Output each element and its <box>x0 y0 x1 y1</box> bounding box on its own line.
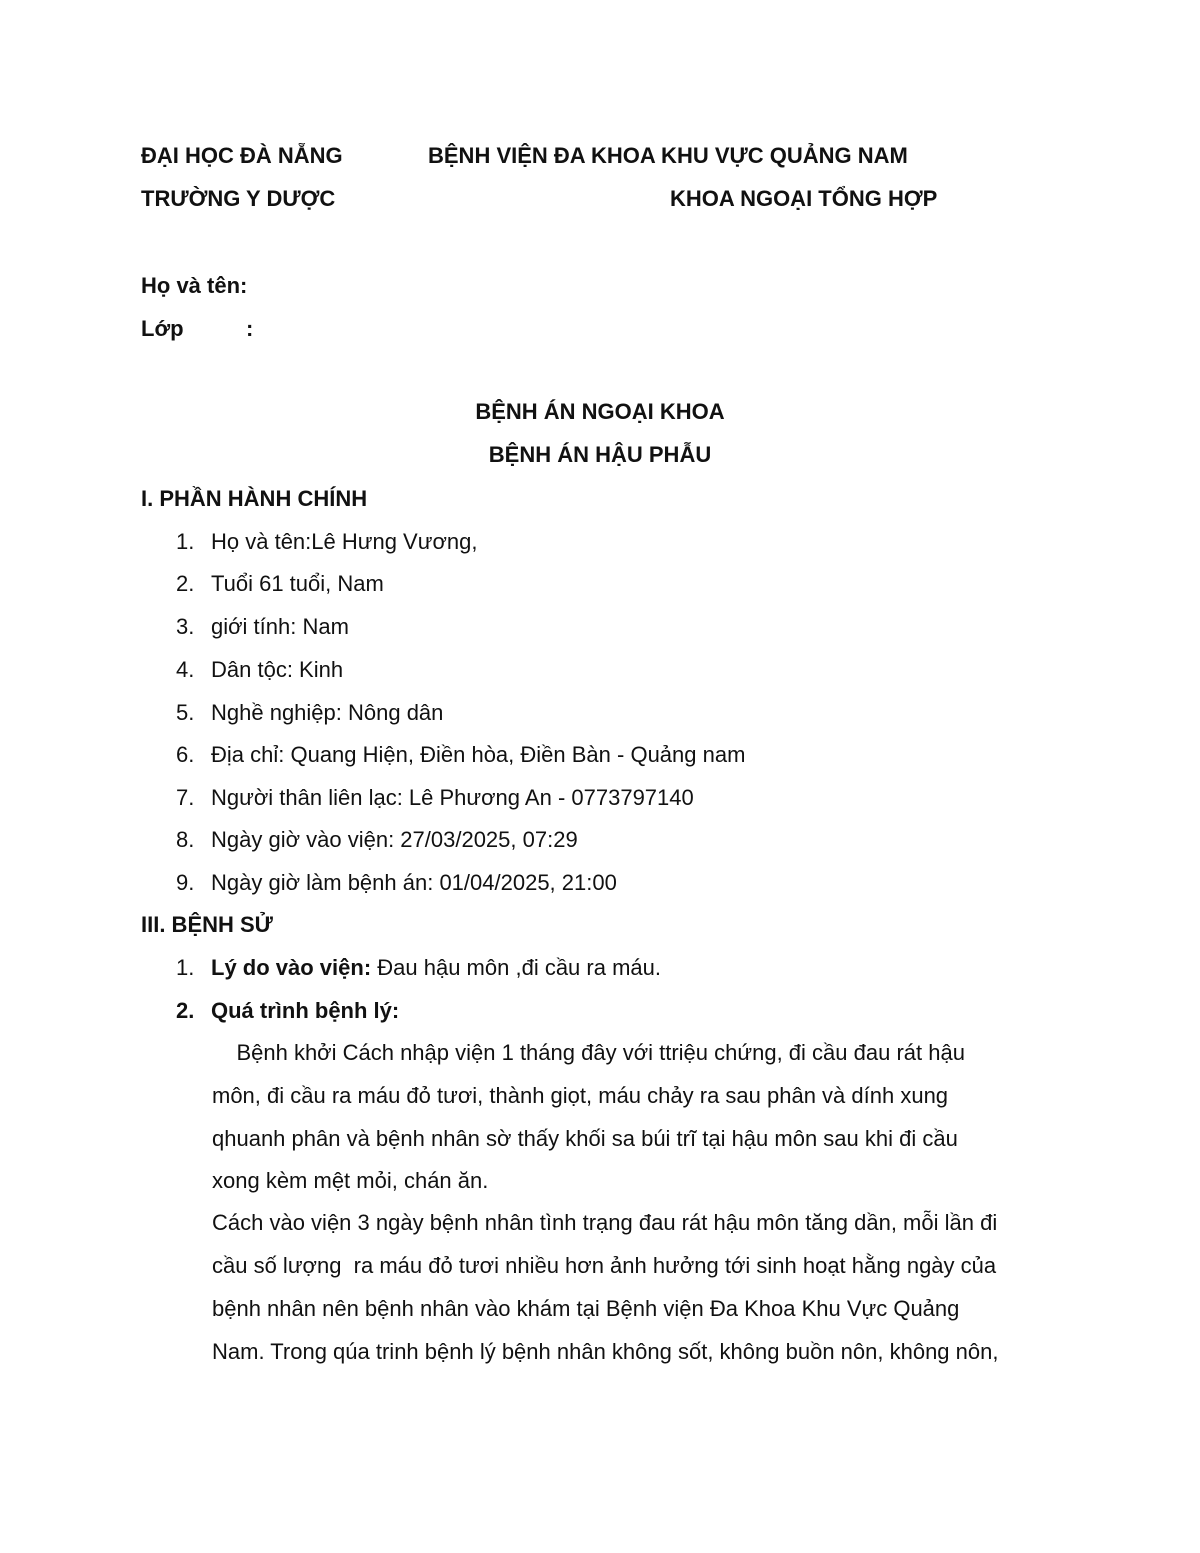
list-item <box>176 870 617 896</box>
school-name: TRƯỜNG Y DƯỢC <box>141 186 336 211</box>
list-item <box>176 614 349 640</box>
list-item <box>176 785 694 811</box>
paragraph-line: bệnh nhân nên bệnh nhân vào khám tại Bệnh viện Đa Khoa Khu Vực Quảng <box>212 1296 960 1321</box>
paragraph-line: xong kèm mệt mỏi, chán ăn. <box>212 1168 489 1193</box>
process-label: Quá trình bệnh lý: <box>211 998 400 1023</box>
document-title: BỆNH ÁN NGOẠI KHOA <box>475 399 725 424</box>
list-number: 5. <box>176 700 195 725</box>
list-number: 2. <box>176 571 195 596</box>
list-number: 3. <box>176 614 195 639</box>
list-number: 2. <box>176 998 195 1023</box>
reason-label: Lý do vào viện: <box>211 955 372 980</box>
list-item <box>176 571 384 597</box>
student-name-label: Họ và tên: <box>141 273 248 298</box>
list-text: Người thân liên lạc: Lê Phương An - 0773797140 <box>211 785 694 810</box>
list-number: 6. <box>176 742 195 767</box>
section-history-heading: III. BỆNH SỬ <box>141 912 273 937</box>
paragraph-line: qhuanh phân và bệnh nhân sờ thấy khối sa búi trĩ tại hậu môn sau khi đi cầu <box>212 1126 958 1151</box>
list-text: Ngày giờ làm bệnh án: 01/04/2025, 21:00 <box>211 870 617 895</box>
list-text: Nghề nghiệp: Nông dân <box>211 700 444 725</box>
list-text: Tuổi 61 tuổi, Nam <box>211 571 384 596</box>
list-number: 1. <box>176 529 195 554</box>
list-item <box>176 700 443 726</box>
reason-text: Đau hậu môn ,đi cầu ra máu. <box>371 955 661 980</box>
document-subtitle: BỆNH ÁN HẬU PHẪU <box>488 442 712 467</box>
list-item <box>176 742 745 768</box>
list-item <box>176 657 343 683</box>
list-text: giới tính: Nam <box>211 614 349 639</box>
student-class-label: Lớp <box>141 316 184 341</box>
paragraph-line: Nam. Trong qúa trinh bệnh lý bệnh nhân không sốt, không buồn nôn, không nôn, <box>212 1339 999 1364</box>
list-number: 9. <box>176 870 195 895</box>
list-item <box>176 529 477 555</box>
paragraph-line: cầu số lượng ra máu đỏ tươi nhiều hơn ảnh hưởng tới sinh hoạt hằng ngày của <box>212 1253 997 1278</box>
list-text: Ngày giờ vào viện: 27/03/2025, 07:29 <box>211 827 578 852</box>
student-class-colon: : <box>246 316 254 341</box>
paragraph-line: Cách vào viện 3 ngày bệnh nhân tình trạng đau rát hậu môn tăng dần, mỗi lần đi <box>212 1210 998 1235</box>
university-name: ĐẠI HỌC ĐÀ NẴNG <box>141 143 343 168</box>
section-administrative-heading: I. PHẦN HÀNH CHÍNH <box>141 486 368 511</box>
list-number: 4. <box>176 657 195 682</box>
list-text: Họ và tên:Lê Hưng Vương, <box>211 529 478 554</box>
paragraph-line: môn, đi cầu ra máu đỏ tươi, thành giọt, máu chảy ra sau phân và dính xung <box>212 1083 949 1108</box>
paragraph-line: Bệnh khởi Cách nhập viện 1 tháng đây với ttriệu chứng, đi cầu đau rát hậu <box>212 1040 965 1065</box>
list-text: Địa chỉ: Quang Hiện, Điền hòa, Điền Bàn - Quảng nam <box>211 742 746 767</box>
process-item <box>176 998 399 1024</box>
reason-item <box>176 955 661 981</box>
hospital-name: BỆNH VIỆN ĐA KHOA KHU VỰC QUẢNG NAM <box>428 143 908 168</box>
list-number: 7. <box>176 785 195 810</box>
list-number: 8. <box>176 827 195 852</box>
list-item <box>176 827 578 853</box>
list-number: 1. <box>176 955 195 980</box>
list-text: Dân tộc: Kinh <box>211 657 344 682</box>
department-name: KHOA NGOẠI TỔNG HỢP <box>670 186 938 211</box>
